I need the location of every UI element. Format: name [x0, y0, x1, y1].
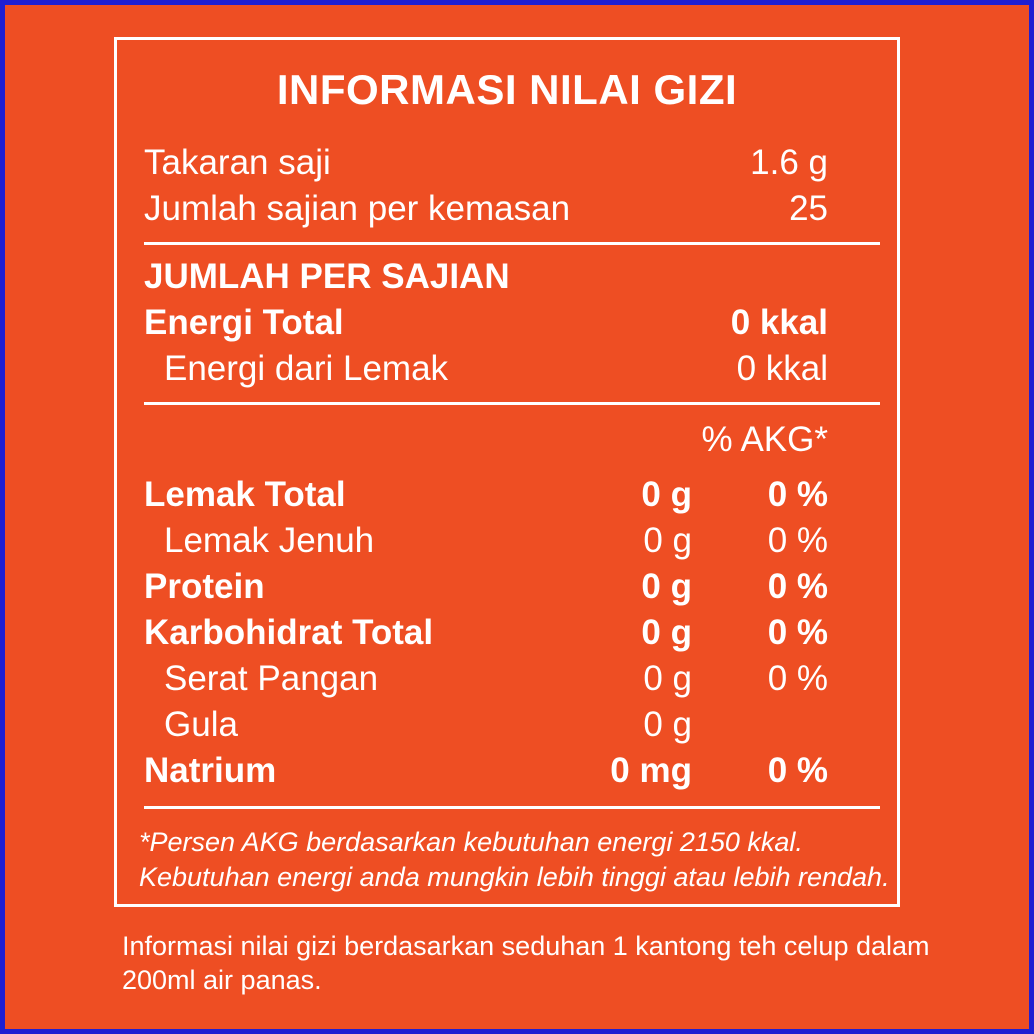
- nutrient-amount: 0 mg: [610, 751, 692, 790]
- energy-from-fat-row: [144, 346, 828, 392]
- brewing-note: Informasi nilai gizi berdasarkan seduhan 1 kantong teh celup dalam 200ml air panas.: [122, 931, 930, 995]
- nutrient-row: [144, 610, 828, 656]
- per-serving-heading-row: [144, 254, 828, 300]
- servings-per-pack-value: 25: [789, 189, 828, 228]
- nutrient-row: [144, 564, 828, 610]
- akg-header-row: [144, 417, 828, 463]
- nutrient-amount: 0 g: [641, 567, 692, 606]
- divider-3: [144, 806, 880, 809]
- energy-total-row: [144, 300, 828, 346]
- nutrient-akg-percent: 0 %: [767, 521, 828, 560]
- nutrient-label: Protein: [144, 567, 265, 606]
- akg-footnote: [139, 825, 890, 895]
- nutrient-label: Lemak Jenuh: [164, 521, 375, 560]
- servings-per-pack-label: Jumlah sajian per kemasan: [144, 189, 571, 228]
- nutrient-row: [144, 656, 828, 702]
- per-serving-heading: JUMLAH PER SAJIAN: [144, 257, 510, 296]
- servings-per-pack-row: [144, 186, 828, 232]
- divider-2: [144, 402, 880, 405]
- nutrient-amount: 0 g: [643, 659, 692, 698]
- nutrient-row: [144, 702, 828, 748]
- akg-header: % AKG*: [701, 420, 828, 459]
- nutrient-akg-percent: 0 %: [767, 613, 828, 652]
- nutrient-amount: 0 g: [641, 613, 692, 652]
- nutrient-akg-percent: 0 %: [767, 567, 828, 606]
- footnote-line-1: *Persen AKG berdasarkan kebutuhan energi 2150 kkal.: [139, 827, 803, 857]
- footnote-line-2: Kebutuhan energi anda mungkin lebih tinggi atau lebih rendah.: [139, 862, 890, 892]
- nutrient-label: Natrium: [144, 751, 277, 790]
- nutrition-facts-panel: [114, 37, 900, 907]
- nutrient-akg-percent: 0 %: [767, 475, 828, 514]
- serving-size-label: Takaran saji: [144, 143, 331, 182]
- nutrient-label: Serat Pangan: [164, 659, 379, 698]
- nutrient-amount: 0 g: [643, 705, 692, 744]
- energy-from-fat-value: 0 kkal: [736, 349, 828, 388]
- energy-from-fat-label: Energi dari Lemak: [164, 349, 449, 388]
- nutrient-row: [144, 748, 828, 794]
- nutrient-label: Lemak Total: [144, 475, 346, 514]
- serving-size-row: [144, 140, 828, 186]
- energy-total-value: 0 kkal: [730, 303, 828, 342]
- nutrient-akg-percent: 0 %: [767, 751, 828, 790]
- label-title: INFORMASI NILAI GIZI: [276, 66, 738, 113]
- divider-1: [144, 242, 880, 245]
- nutrient-row: [144, 472, 828, 518]
- nutrient-row: [144, 518, 828, 564]
- serving-size-value: 1.6 g: [750, 143, 828, 182]
- nutrient-akg-percent: 0 %: [767, 659, 828, 698]
- nutrient-label: Karbohidrat Total: [144, 613, 434, 652]
- nutrient-label: Gula: [164, 705, 238, 744]
- energy-total-label: Energi Total: [144, 303, 344, 342]
- nutrient-amount: 0 g: [643, 521, 692, 560]
- nutrient-amount: 0 g: [641, 475, 692, 514]
